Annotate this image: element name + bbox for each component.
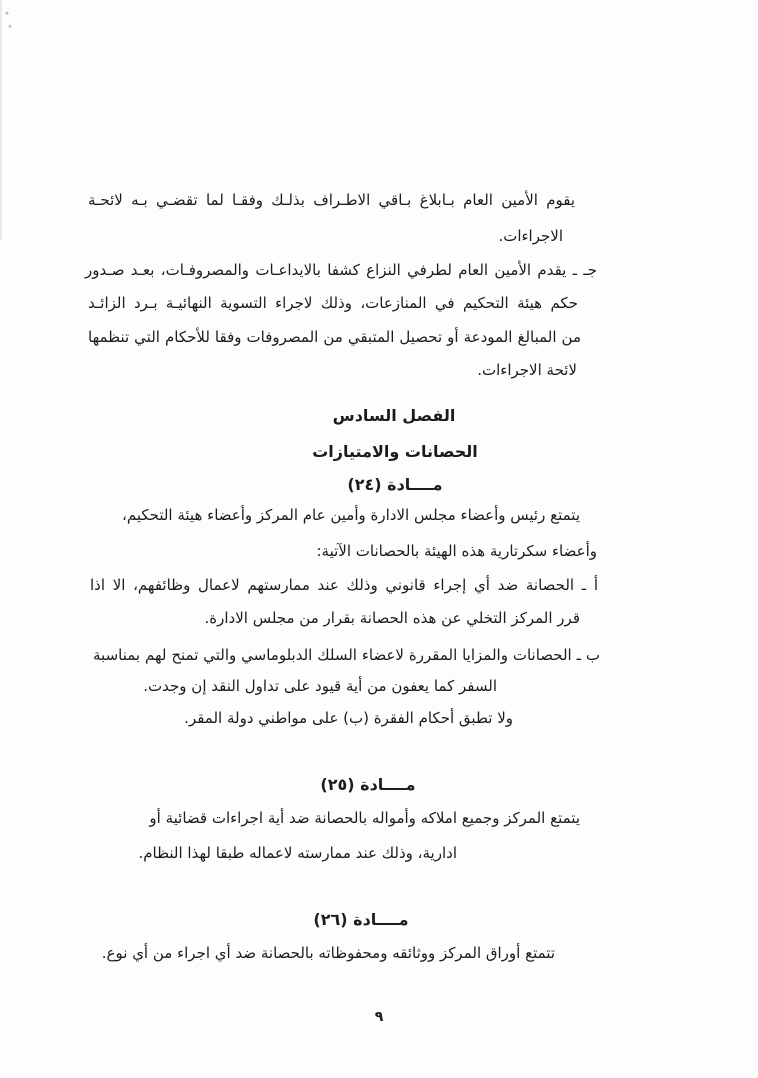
article-24-item-b-line-2: السفر كما يعفون من أية قيود على تداول النقد إن وجدت. xyxy=(143,677,497,695)
article-24-item-a-line-2: قرر المركز التخلي عن هذه الحصانة بقرار من مجلس الادارة. xyxy=(204,609,580,627)
article-24-item-a-line-1: أ ـ الحصانة ضد أي إجراء قانوني وذلك عند ممارستهم لاعمال وظائفهم، الا اذا xyxy=(90,576,598,594)
item-c-line-4: لائحة الاجراءات. xyxy=(477,361,577,379)
item-c-line-2: حكم هيئة التحكيم في المنازعات، وذلك لاجراء التسوية النهائيـة بـرد الزائـد xyxy=(88,294,578,312)
article-25-line-2: ادارية، وذلك عند ممارسته لاعماله طبقا لهذا النظام. xyxy=(138,844,457,862)
scan-edge-shadow xyxy=(0,0,3,240)
article-24-intro-line-2: وأعضاء سكرتارية هذه الهيئة بالحصانات الآتية: xyxy=(316,542,597,560)
article-26-heading: مــــادة (٢٦) xyxy=(313,910,409,929)
article-26-line-1: تتمتع أوراق المركز ووثائقه ومحفوظاته بالحصانة ضد أي اجراء من أي نوع. xyxy=(101,944,555,962)
carryover-line-2: الاجراءات. xyxy=(498,227,563,245)
article-24-note: ولا تطبق أحكام الفقرة (ب) على مواطني دولة المقر. xyxy=(184,709,513,727)
chapter-title: الفصل السادس xyxy=(332,406,456,425)
article-25-line-1: يتمتع المركز وجميع املاكه وأمواله بالحصانة ضد أية اجراءات قضائية أو xyxy=(149,809,580,827)
article-24-intro-line-1: يتمتع رئيس وأعضاء مجلس الادارة وأمين عام المركز وأعضاء هيئة التحكيم، xyxy=(122,506,580,524)
article-24-heading: مــــادة (٢٤) xyxy=(347,475,443,494)
scan-speck xyxy=(4,8,14,34)
chapter-subtitle: الحصانات والامتيازات xyxy=(312,442,478,461)
article-25-heading: مــــادة (٢٥) xyxy=(320,775,416,794)
article-24-item-b-line-1: ب ـ الحصانات والمزايا المقررة لاعضاء السلك الدبلوماسي والتي تمنح لهم بمناسبة xyxy=(93,646,600,664)
item-c-line-1: جـ ـ يقدم الأمين العام لطرفي النزاع كشفا بالايداعـات والمصروفـات، بعـد صـدور xyxy=(85,261,597,279)
page-number: ٩ xyxy=(374,1009,384,1025)
item-c-line-3: من المبالغ المودعة أو تحصيل المتبقي من المصروفات وفقا للأحكام التي تنظمها xyxy=(88,328,581,346)
carryover-line-1: يقوم الأمين العام بـابلاغ بـاقي الاطـراف بذلـك وفقـا لما تقضـي بـه لائحـة xyxy=(88,191,575,209)
